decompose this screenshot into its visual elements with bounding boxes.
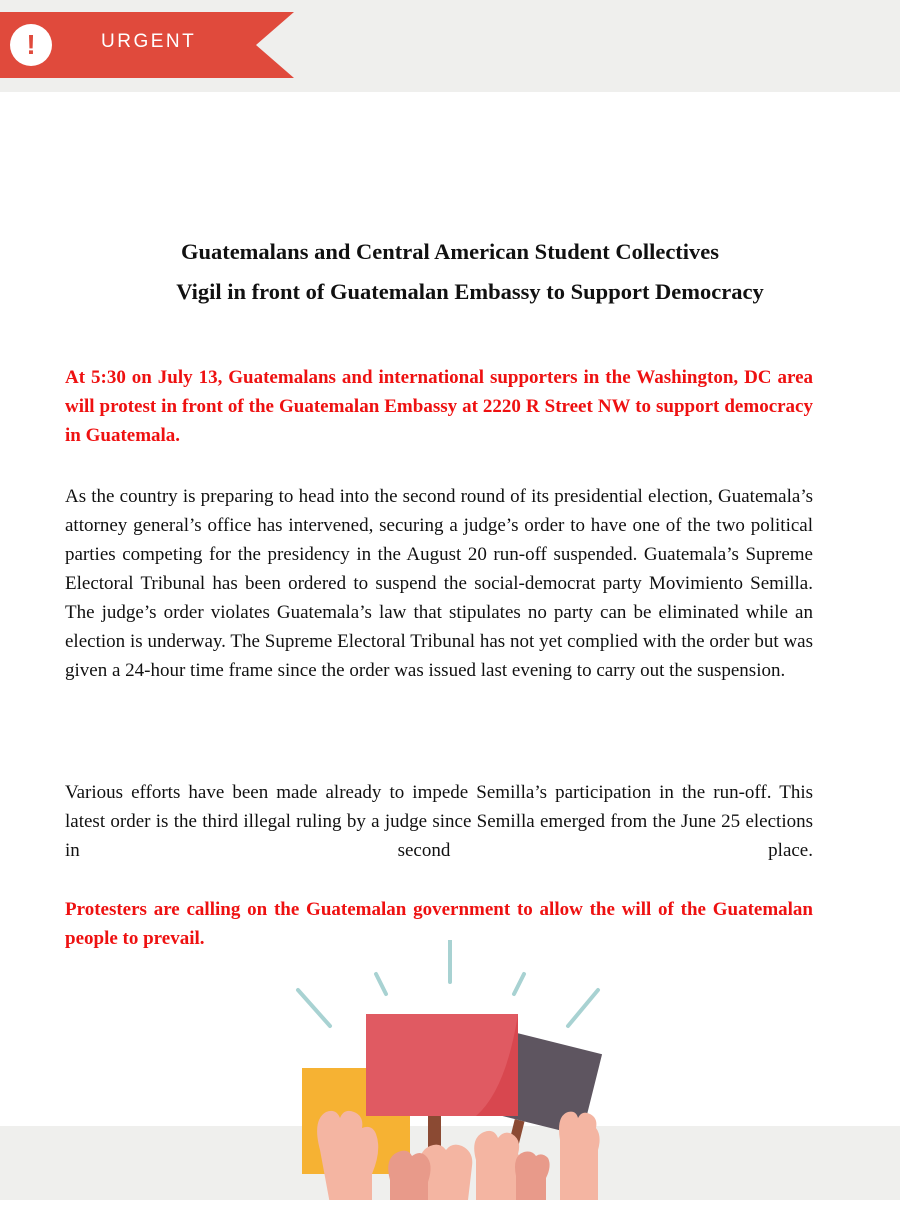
protest-illustration: [280, 940, 620, 1200]
ray-lines: [298, 940, 598, 1026]
body-paragraph-2: Various efforts have been made already to impede Semilla’s participation in the run-off. This latest order is the third illegal ruling by a judge since Semilla emerged from the June 25 elections in second place.: [65, 782, 813, 861]
protest-signs-icon: [280, 940, 620, 1200]
body-paragraph-1: As the country is preparing to head into the second round of its presidential election, Guatemala’s attorney general’s office has intervened, securing a judge’s order to have one of the two political parties competing for the presidency in the August 20 run-off suspended. Guatemala’s Supreme Electoral Tribunal has been ordered to suspend the social-democrat party Movimiento Semilla. The judge’s order violates Guatemala’s law that stipulates no party can be eliminated while an election is underway. The Supreme Electoral Tribunal has not yet complied with the order but was given a 24-hour time frame since the order was issued last evening to carry out the suspension.: [65, 486, 813, 681]
closing-paragraph: Protesters are calling on the Guatemalan government to allow the will of the Guatemalan people to prevail.: [65, 899, 813, 949]
document-title: [60, 232, 840, 312]
urgent-label: URGENT: [101, 31, 197, 52]
lead-paragraph: At 5:30 on July 13, Guatemalans and international supporters in the Washington, DC area will protest in front of the Guatemalan Embassy at 2220 R Street NW to support democracy in Guatemala.: [65, 367, 813, 446]
exclamation-icon: !: [26, 29, 36, 60]
title-line-1: Guatemalans and Central American Student Collectives: [180, 239, 720, 264]
title-line-2: Vigil in front of Guatemalan Embassy to Support Democracy: [176, 279, 764, 304]
